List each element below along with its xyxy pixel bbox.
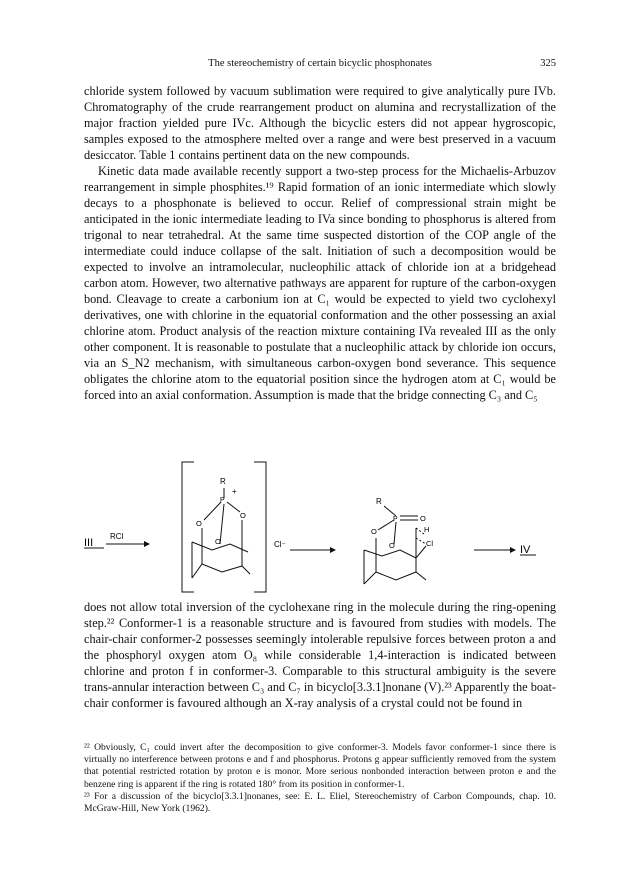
scheme-start-label: III bbox=[84, 537, 94, 549]
product-h-label: H bbox=[424, 525, 430, 534]
intermediate-p-label: P bbox=[220, 497, 225, 504]
intermediate-o-label-a: O bbox=[196, 519, 202, 528]
product-cl-bond bbox=[416, 538, 426, 544]
footnote-22: ²² Obviously, C₁ could invert after the decomposition to give conformer-3. Models favor conformer-1 since there is virtually no interference between protons e and f and phosphorus. Protons g appear sufficiently removed from the system that potential restricted rotation by proton e is monor. More serious nonbonded interaction between proton e and the benzene ring is apparent if the ring is rotated 180° from its position in conformer-1. bbox=[84, 742, 556, 790]
product-p-o-bond-left bbox=[378, 520, 394, 530]
product-r-p-bond bbox=[384, 506, 396, 516]
scheme-arrow-3-head bbox=[510, 547, 516, 553]
ring-lower-chain bbox=[192, 564, 250, 578]
paragraph-2: Kinetic data made available recently support a two-step process for the Michaelis-Arbuzov rearrangement in simple phosphites.¹⁹ Rapid formation of an ionic intermediate which slowly decays to a phosphonate is believed to occur. Relief of compressional strain might be anticipated in the ionic intermediate leading to IVa since bonding to phosphorus is altered from trigonal to near tetrahedral. At the same time suspected distortion of the COP angle of the intermediate could induce collapse of the salt. Initiation of such a decomposition would be expected to involve an intramolecular, nucleophilic attack of chloride ion at a bridgehead carbon atom. However, two alternative pathways are apparent for rupture of the carbon-oxygen bond. Cleavage to create a carbonium ion at C₁ would be expected to yield two cyclohexyl derivatives, one with chlorine in the equatorial conformation and the other possessing an axial chlorine atom. Product analysis of the reaction mixture containing IVa revealed III as the only other component. It is reasonable to postulate that a nucleophilic attack by chloride ion occurs, via an S_N2 mechanism, with simultaneous carbon-oxygen bond severance. This sequence obligates the chlorine atom to the equatorial position since the hydrogen atom at C₁ would be forced into an axial conformation. Assumption is made that the bridge connecting C₃ and C₅ bbox=[84, 164, 556, 402]
scheme-end-label: IV bbox=[520, 544, 531, 556]
running-title: The stereochemistry of certain bicyclic phosphonates bbox=[208, 58, 432, 69]
p-o-bond-left bbox=[204, 502, 221, 520]
product-p-label: P bbox=[393, 516, 398, 523]
reaction-scheme-svg bbox=[84, 454, 556, 598]
scheme-arrow-1-head bbox=[144, 541, 150, 547]
paragraph-1: chloride system followed by vacuum sublimation were required to give analytically pure IVb. Chromatography of the crude rearrangement product on alumina and recrystallization of the major fraction yielded pure IVc. Although the bicyclic esters did not appear hygroscopic, samples exposed to the atmosphere melted over a range and were best preserved in a vacuum desiccator. Table 1 contains pertinent data on the new compounds. bbox=[84, 84, 556, 162]
product-r-label: R bbox=[376, 497, 382, 506]
chloride-label: Cl⁻ bbox=[274, 540, 286, 549]
intermediate-o-label-c: O bbox=[215, 537, 221, 546]
footnote-23: ²³ For a discussion of the bicyclo[3.3.1]nonanes, see: E. L. Eliel, Stereochemistry of Carbon Compounds, chap. 10. McGraw-Hill, New York (1962). bbox=[84, 790, 556, 815]
product-o-label-a: O bbox=[420, 514, 426, 523]
p-o-bond-right bbox=[227, 502, 240, 512]
intermediate-r-label: R bbox=[220, 477, 226, 486]
footnotes bbox=[84, 742, 556, 815]
body-text-top bbox=[84, 83, 556, 403]
product-o-label-b: O bbox=[371, 527, 377, 536]
page-number: 325 bbox=[540, 58, 556, 69]
reaction-scheme bbox=[84, 454, 556, 598]
product-ring-upper-chain bbox=[364, 546, 426, 558]
body-text-bottom bbox=[84, 599, 556, 711]
scheme-reagent-label: RCl bbox=[110, 532, 124, 541]
product-cl-label: Cl bbox=[426, 539, 434, 548]
paragraph-3: does not allow total inversion of the cyclohexane ring in the molecule during the ring-opening step.²² Conformer-1 is a reasonable structure and is favoured from studies with models. The chair-chair conformer-2 possesses seemingly intolerable repulsive forces between proton a and the phosphoryl oxygen atom O₈ while considerable 1,4-interaction is indicated between chlorine and proton f in conformer-3. Comparable to this structural ambiguity is the severe trans-annular interaction between C₃ and C₇ in bicyclo[3.3.1]nonane (V).²³ Apparently the boat-chair conformer is favoured although an X-ray analysis of a crystal could not be found in bbox=[84, 600, 556, 710]
product-h-bond bbox=[416, 528, 424, 534]
running-header bbox=[84, 58, 556, 72]
product-ring-lower-chain bbox=[364, 572, 426, 584]
intermediate-plus: + bbox=[232, 487, 237, 496]
scheme-arrow-2-head bbox=[330, 547, 336, 553]
bracket-right bbox=[254, 462, 266, 592]
intermediate-o-label-b: O bbox=[240, 511, 246, 520]
product-o-label-c: O bbox=[389, 541, 395, 550]
